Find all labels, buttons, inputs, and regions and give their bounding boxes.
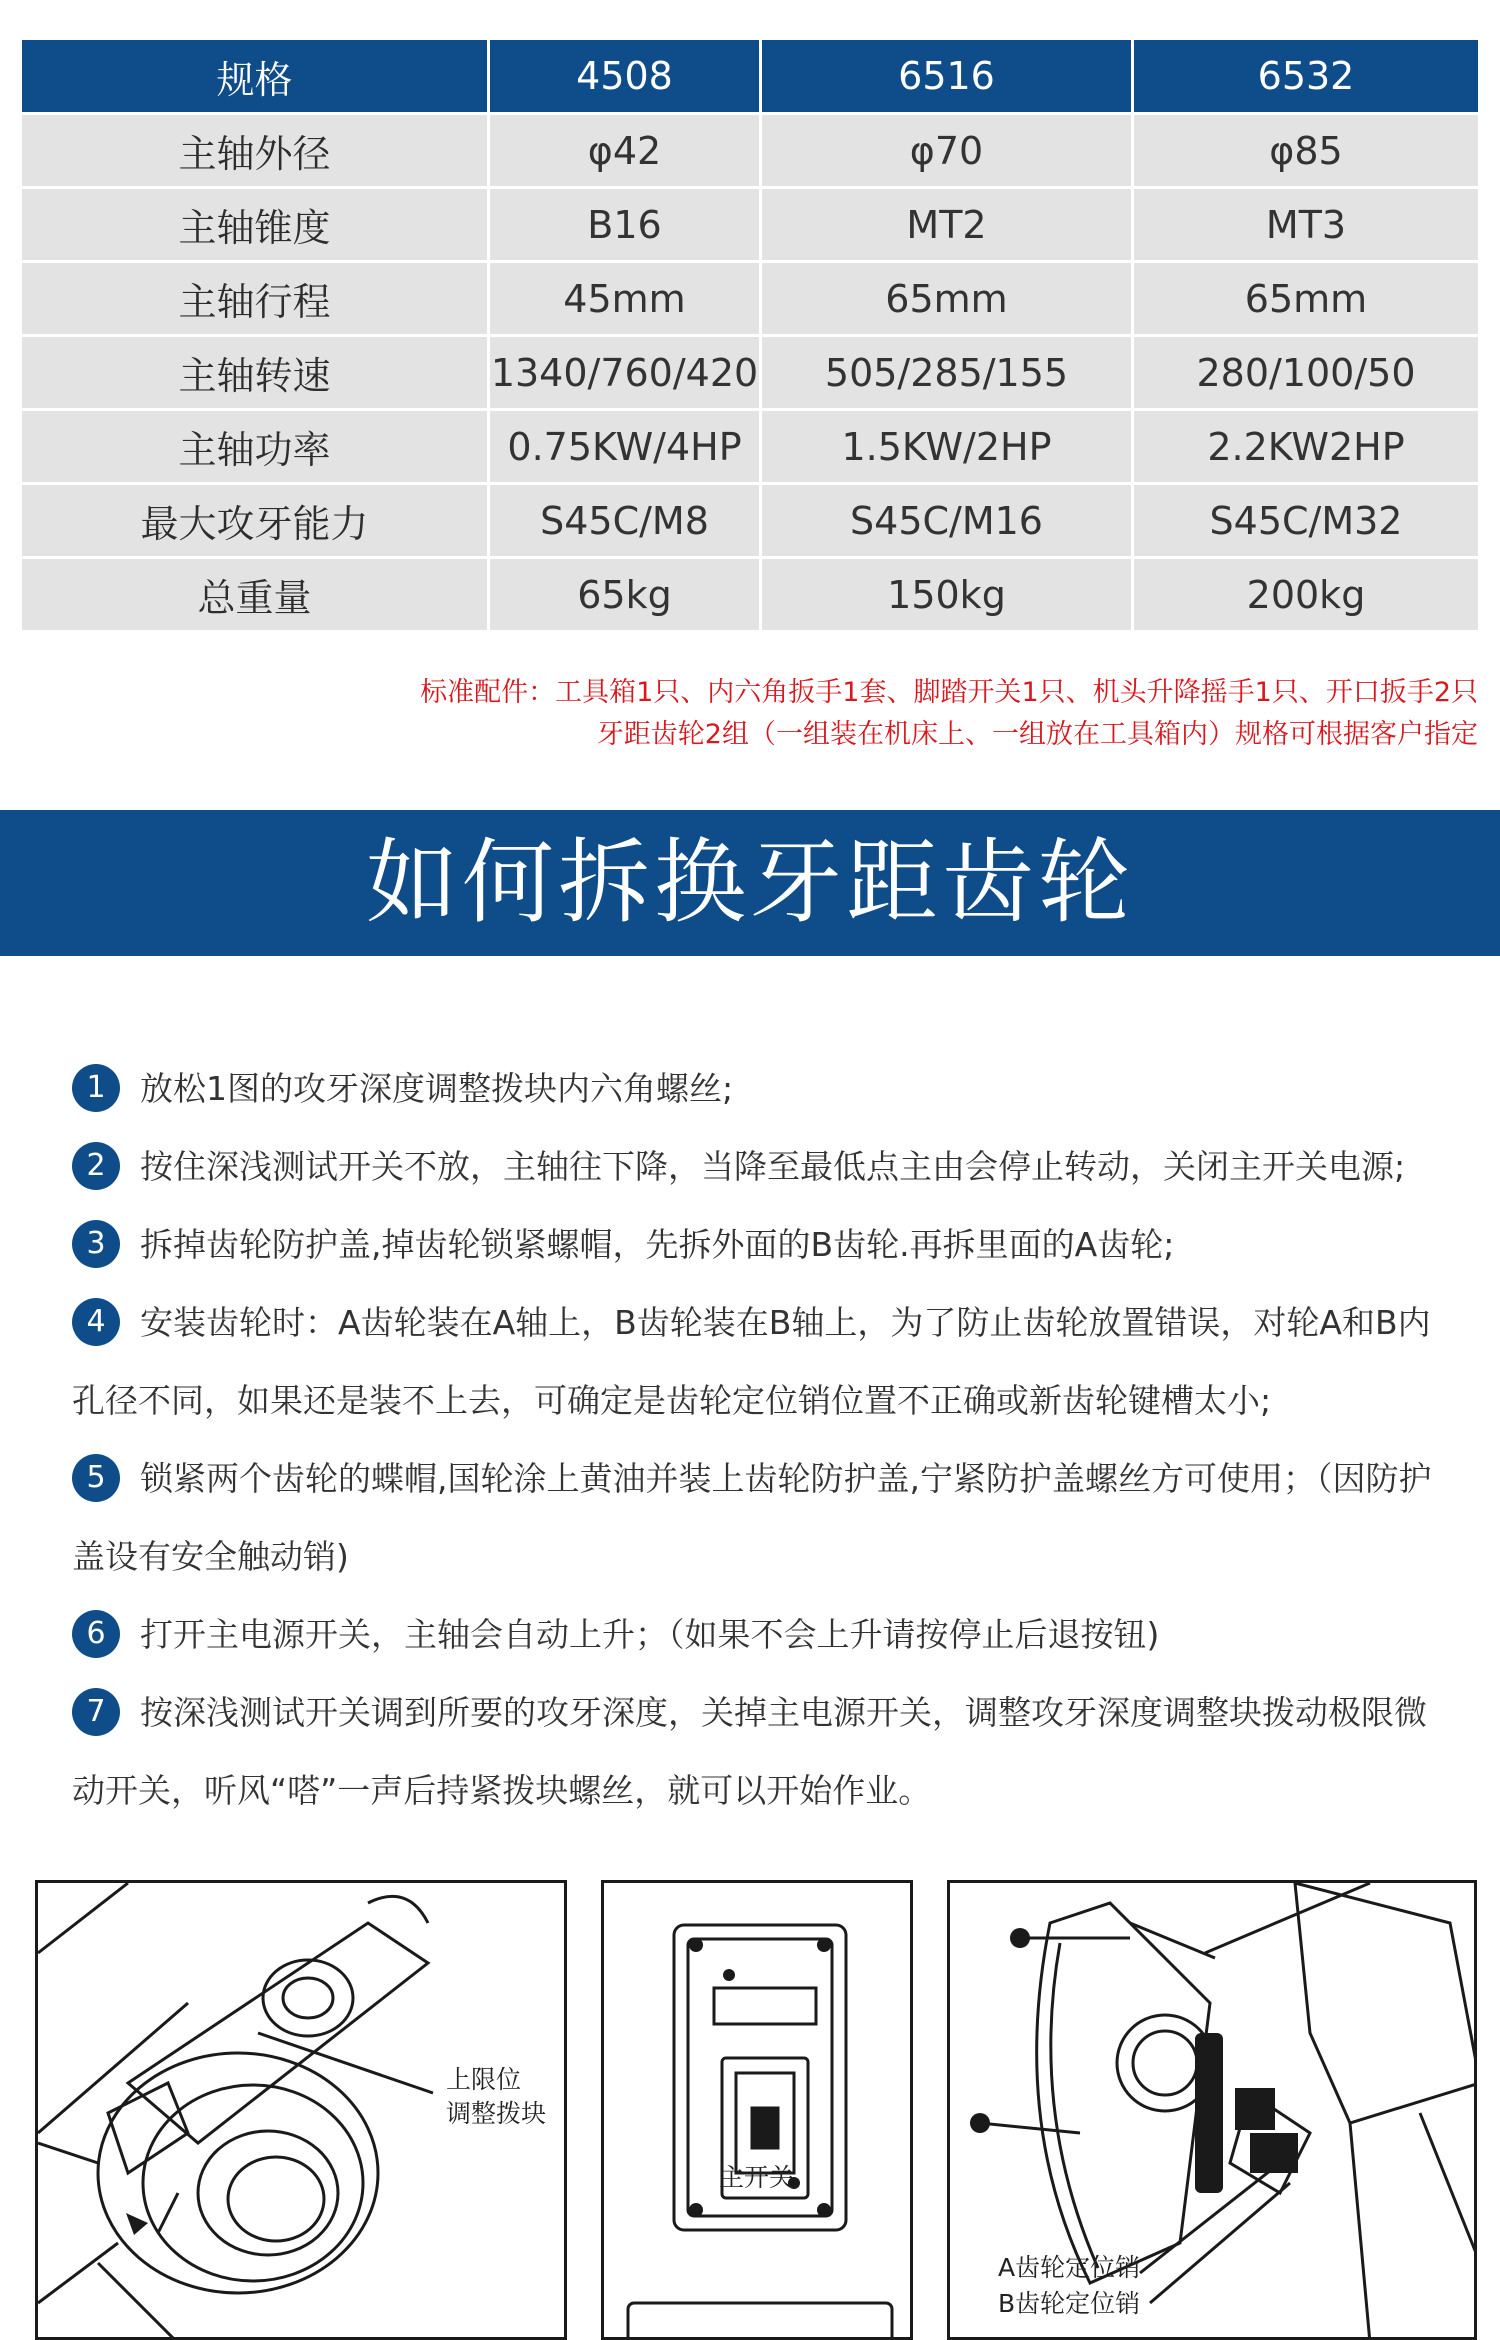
spec-value-cell: S45C/M16 bbox=[762, 482, 1134, 556]
step-number-badge: 4 bbox=[72, 1298, 120, 1346]
banner-title: 如何拆换牙距齿轮 bbox=[365, 829, 1134, 936]
spec-param-cell: 主轴锥度 bbox=[22, 186, 490, 260]
spec-row bbox=[22, 186, 1478, 260]
spec-value-cell: 1.5KW/2HP bbox=[762, 408, 1134, 482]
spec-row bbox=[22, 334, 1478, 408]
spec-row bbox=[22, 408, 1478, 482]
step-number-badge: 6 bbox=[72, 1610, 120, 1658]
spec-value-cell: φ85 bbox=[1134, 112, 1478, 186]
step-text: 拆掉齿轮防护盖,掉齿轮锁紧螺帽，先拆外面的B齿轮.再拆里面的A齿轮; bbox=[140, 1225, 1175, 1264]
spec-value-cell: B16 bbox=[490, 186, 762, 260]
step-number-badge: 1 bbox=[72, 1064, 120, 1112]
spec-value-cell: S45C/M32 bbox=[1134, 482, 1478, 556]
accessories-note-line: 牙距齿轮2组（一组装在机床上、一组放在工具箱内）规格可根据客户指定 bbox=[596, 719, 1478, 750]
step-item bbox=[72, 1050, 1452, 1128]
limit-block-label-line: 上限位 bbox=[446, 2065, 522, 2094]
figure-gear-pins bbox=[947, 1880, 1477, 2340]
spec-value-cell: φ70 bbox=[762, 112, 1134, 186]
step-text: 放松1图的攻牙深度调整拨块内六角螺丝; bbox=[140, 1069, 734, 1108]
spec-header-row bbox=[22, 40, 1478, 112]
step-number-badge: 5 bbox=[72, 1454, 120, 1502]
spec-value-cell: 65mm bbox=[1134, 260, 1478, 334]
spec-value-cell: 280/100/50 bbox=[1134, 334, 1478, 408]
spec-row bbox=[22, 482, 1478, 556]
section-banner bbox=[0, 810, 1500, 956]
spec-value-cell: 1340/760/420 bbox=[490, 334, 762, 408]
spec-value-cell: 150kg bbox=[762, 556, 1134, 630]
spec-param-cell: 主轴行程 bbox=[22, 260, 490, 334]
spec-value-cell: 0.75KW/4HP bbox=[490, 408, 762, 482]
spec-value-cell: S45C/M8 bbox=[490, 482, 762, 556]
step-number-badge: 7 bbox=[72, 1688, 120, 1736]
limit-block-label-line: 调整拨块 bbox=[446, 2099, 547, 2128]
figure-main-switch bbox=[601, 1880, 913, 2340]
spec-row bbox=[22, 556, 1478, 630]
step-item bbox=[72, 1206, 1452, 1284]
spec-value-cell: MT2 bbox=[762, 186, 1134, 260]
accessories-note bbox=[420, 672, 1478, 756]
spec-param-cell: 主轴功率 bbox=[22, 408, 490, 482]
spec-value-cell: 65mm bbox=[762, 260, 1134, 334]
step-number-badge: 2 bbox=[72, 1142, 120, 1190]
step-text: 按住深浅测试开关不放，主轴往下降，当降至最低点主由会停止转动，关闭主开关电源; bbox=[140, 1147, 1406, 1186]
spec-table bbox=[22, 40, 1478, 630]
gear-pin-b-label: B齿轮定位销 bbox=[998, 2289, 1141, 2318]
spec-header-cell: 6532 bbox=[1134, 40, 1478, 112]
spec-value-cell: 505/285/155 bbox=[762, 334, 1134, 408]
spec-header-cell: 6516 bbox=[762, 40, 1134, 112]
spec-param-cell: 主轴外径 bbox=[22, 112, 490, 186]
spec-value-cell: MT3 bbox=[1134, 186, 1478, 260]
spec-param-cell: 最大攻牙能力 bbox=[22, 482, 490, 556]
step-text: 锁紧两个齿轮的蝶帽,国轮涂上黄油并装上齿轮防护盖,宁紧防护盖螺丝方可使用；（因防护盖设有安全触动销) bbox=[72, 1459, 1432, 1576]
spec-param-cell: 主轴转速 bbox=[22, 334, 490, 408]
spec-value-cell: 45mm bbox=[490, 260, 762, 334]
main-switch-drawing bbox=[604, 1883, 913, 2340]
step-item bbox=[72, 1674, 1452, 1830]
gear-pin-a-label: A齿轮定位销 bbox=[998, 2253, 1141, 2282]
step-item bbox=[72, 1596, 1452, 1674]
step-number-badge: 3 bbox=[72, 1220, 120, 1268]
step-item bbox=[72, 1128, 1452, 1206]
instruction-steps bbox=[72, 1050, 1452, 1830]
spec-value-cell: 2.2KW2HP bbox=[1134, 408, 1478, 482]
step-text: 安装齿轮时：A齿轮装在A轴上，B齿轮装在B轴上，为了防止齿轮放置错误，对轮A和B内孔径不同，如果还是装不上去，可确定是齿轮定位销位置不正确或新齿轮键槽太小; bbox=[72, 1303, 1431, 1420]
accessories-note-line: 标准配件：工具箱1只、内六角扳手1套、脚踏开关1只、机头升降摇手1只、开口扳手2只 bbox=[420, 677, 1478, 708]
step-text: 打开主电源开关，主轴会自动上升；（如果不会上升请按停止后退按钮) bbox=[140, 1615, 1160, 1654]
spec-value-cell: 200kg bbox=[1134, 556, 1478, 630]
spec-row bbox=[22, 112, 1478, 186]
figure-limit-block bbox=[35, 1880, 567, 2340]
step-text: 按深浅测试开关调到所要的攻牙深度，关掉主电源开关，调整攻牙深度调整块拨动极限微动开关，听风“嗒”一声后持紧拨块螺丝，就可以开始作业。 bbox=[72, 1693, 1427, 1810]
main-switch-label: 主开关 bbox=[719, 2163, 795, 2192]
spec-header-cell: 4508 bbox=[490, 40, 762, 112]
spec-param-cell: 总重量 bbox=[22, 556, 490, 630]
spec-value-cell: φ42 bbox=[490, 112, 762, 186]
spec-value-cell: 65kg bbox=[490, 556, 762, 630]
step-item bbox=[72, 1284, 1452, 1440]
spec-row bbox=[22, 260, 1478, 334]
spec-table-body bbox=[22, 112, 1478, 630]
spec-header-cell: 规格 bbox=[22, 40, 490, 112]
step-item bbox=[72, 1440, 1452, 1596]
